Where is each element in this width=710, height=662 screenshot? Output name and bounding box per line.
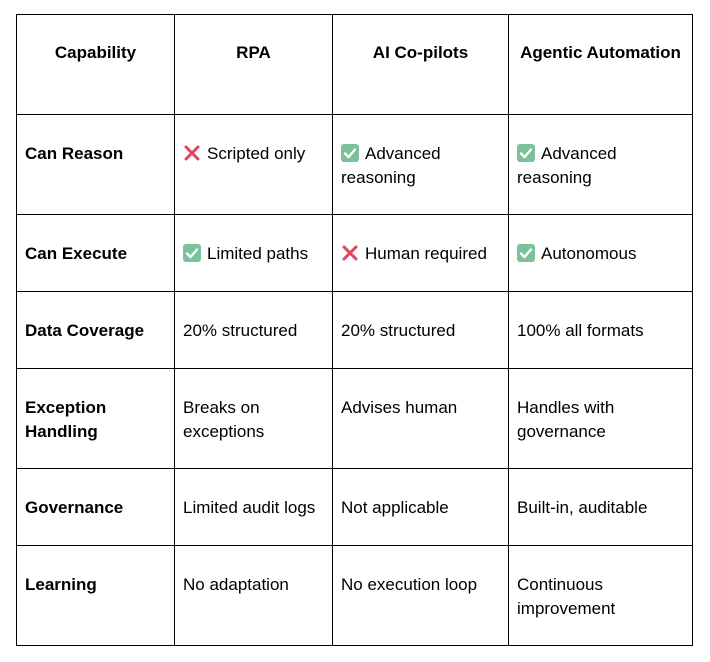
cell-text: Human required bbox=[365, 244, 487, 263]
cell-text: Scripted only bbox=[207, 144, 306, 163]
table-row bbox=[17, 292, 693, 369]
table-cell bbox=[175, 115, 333, 215]
cell-text: Advanced reasoning bbox=[341, 144, 441, 187]
cross-mark-icon bbox=[183, 144, 201, 162]
cell-text: Limited paths bbox=[207, 244, 309, 263]
table-cell: No adaptation bbox=[175, 546, 333, 646]
cell-text: Advanced reasoning bbox=[517, 144, 617, 187]
check-mark-icon bbox=[341, 144, 359, 162]
header-row bbox=[17, 15, 693, 115]
table-cell: Breaks on exceptions bbox=[175, 369, 333, 469]
table-cell bbox=[509, 115, 693, 215]
row-label-can-execute: Can Execute bbox=[17, 215, 175, 292]
table-row bbox=[17, 469, 693, 546]
table-cell: Continuous improvement bbox=[509, 546, 693, 646]
header-cell-capability: Capability bbox=[17, 15, 175, 115]
table-row bbox=[17, 215, 693, 292]
table-cell: Not applicable bbox=[333, 469, 509, 546]
table-cell: Limited audit logs bbox=[175, 469, 333, 546]
table-cell: Handles with governance bbox=[509, 369, 693, 469]
cross-mark-icon bbox=[341, 244, 359, 262]
row-label-learning: Learning bbox=[17, 546, 175, 646]
table-cell bbox=[333, 115, 509, 215]
header-cell-agentic-automation: Agentic Automation bbox=[509, 15, 693, 115]
table-cell: No execution loop bbox=[333, 546, 509, 646]
table-cell: 20% structured bbox=[175, 292, 333, 369]
check-mark-icon bbox=[183, 244, 201, 262]
table-cell: Advises human bbox=[333, 369, 509, 469]
table-row bbox=[17, 115, 693, 215]
check-mark-icon bbox=[517, 144, 535, 162]
table-cell: 20% structured bbox=[333, 292, 509, 369]
header-cell-ai-copilots: AI Co-pilots bbox=[333, 15, 509, 115]
cell-text: Autonomous bbox=[541, 244, 637, 263]
table-row bbox=[17, 546, 693, 646]
row-label-governance: Governance bbox=[17, 469, 175, 546]
table-cell bbox=[175, 215, 333, 292]
comparison-table bbox=[16, 14, 693, 646]
table-cell bbox=[509, 215, 693, 292]
row-label-can-reason: Can Reason bbox=[17, 115, 175, 215]
row-label-exception-handling: Exception Handling bbox=[17, 369, 175, 469]
table-cell: Built-in, auditable bbox=[509, 469, 693, 546]
row-label-data-coverage: Data Coverage bbox=[17, 292, 175, 369]
comparison-table-container bbox=[16, 14, 693, 646]
table-row bbox=[17, 369, 693, 469]
header-cell-rpa: RPA bbox=[175, 15, 333, 115]
table-cell bbox=[333, 215, 509, 292]
check-mark-icon bbox=[517, 244, 535, 262]
table-cell: 100% all formats bbox=[509, 292, 693, 369]
